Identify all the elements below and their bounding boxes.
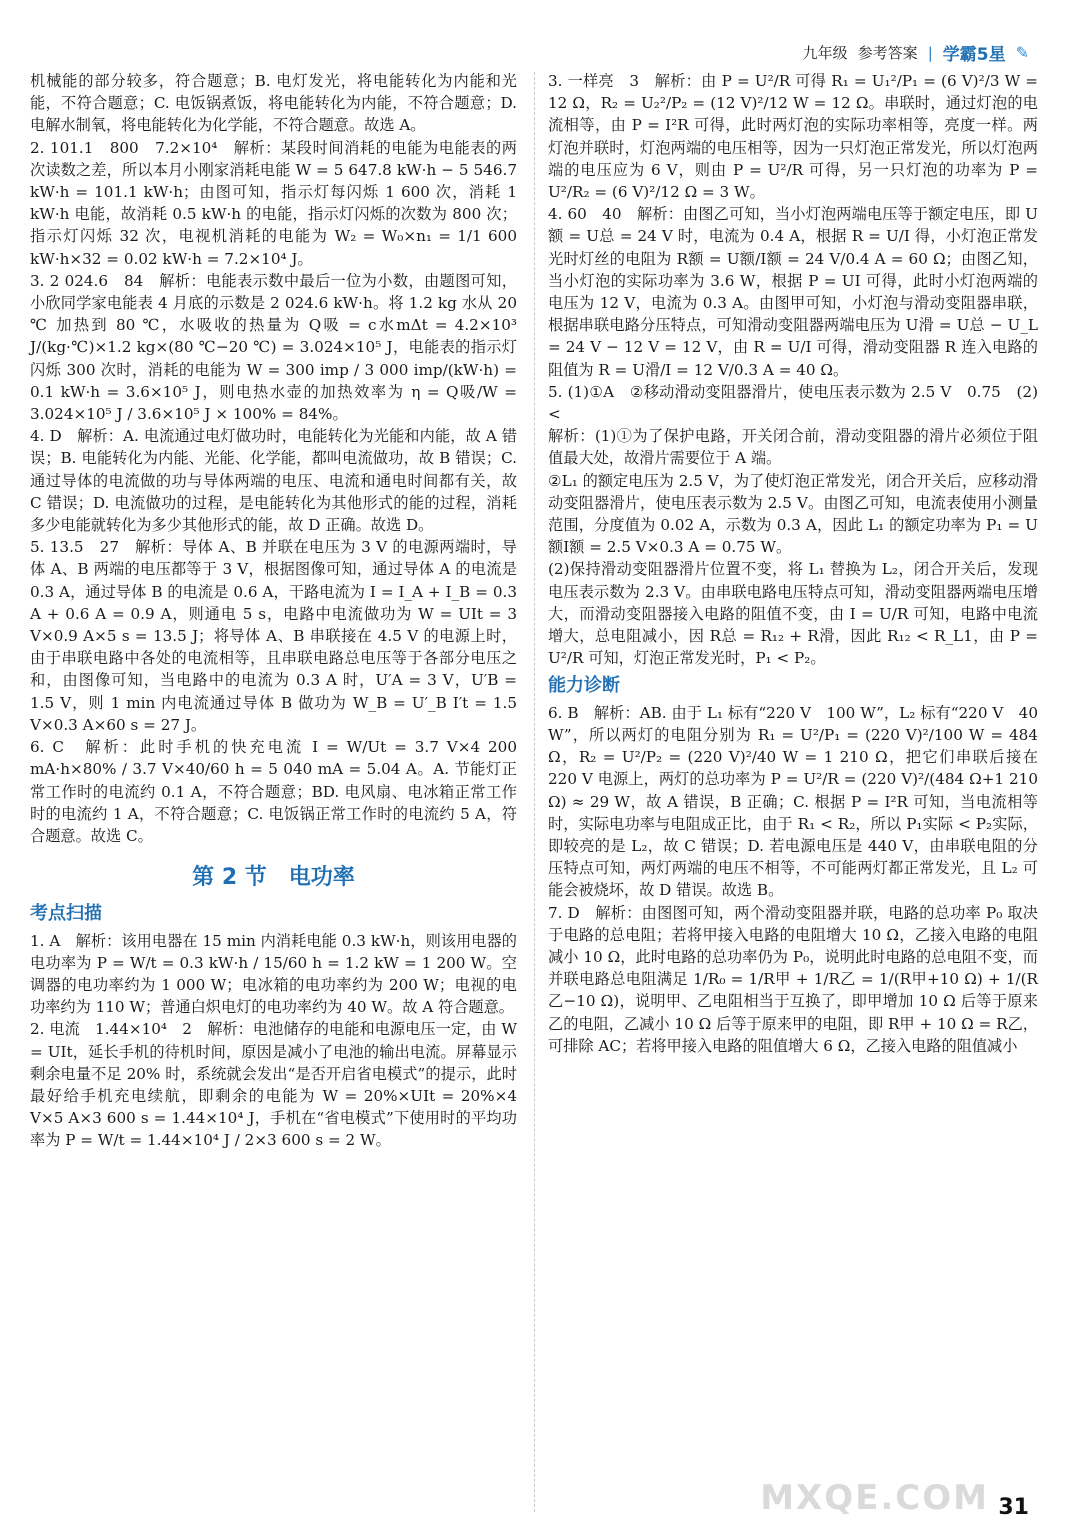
- right-column: [548, 70, 1038, 1057]
- pen-icon: ✎: [1015, 43, 1029, 62]
- answer-paragraph: (2)保持滑动变阻器滑片位置不变，将 L₁ 替换为 L₂，闭合开关后，发现电压表示数为 2.3 V。由串联电路电压特点可知，滑动变阻器两端电压增大，而滑动变阻器接入电路的阻值不变，由 I = U/R 可知，电路中电流增大，总电阻减小，因 R总 = R₁₂ + R滑，因此 R₁₂ < R_L1，由 P = U²/R 可知，灯泡正常发光时，P₁ < P₂。: [548, 560, 1038, 668]
- answer-paragraph: ②L₁ 的额定电压为 2.5 V，为了使灯泡正常发光，闭合开关后，应移动滑动变阻器滑片，使电压表示数为 2.5 V。由图乙可知，电流表使用小测量范围，分度值为 0.02 A，示数为 0.3 A，因此 L₁ 的额定功率为 P₁ = U额I额 = 2.5 V×0.3 A = 0.75 W。: [548, 471, 1038, 557]
- page-header: [803, 40, 1029, 65]
- answer-paragraph: 1. A 解析：该用电器在 15 min 内消耗电能 0.3 kW·h，则该用电器的电功率为 P = W/t = 0.3 kW·h / 15/60 h = 1.2 kW = 1 200 W。空调器的电功率约为 1 000 W；电冰箱的电功率约为 200 W；电视的电功率约为 110 W；普通白炽电灯的电功率约为 40 W。故 A 符合题意。: [30, 931, 517, 1017]
- answer-paragraph: 解析：(1)①为了保护电路，开关闭合前，滑动变阻器的滑片必须位于阻值最大处，故滑片需要位于 A 端。: [548, 427, 1038, 468]
- header-separator: |: [927, 43, 933, 62]
- answer-paragraph: 3. 一样亮 3 解析：由 P = U²/R 可得 R₁ = U₁²/P₁ = (6 V)²/3 W = 12 Ω，R₂ = U₂²/P₂ = (12 V)²/12 W = 12 Ω。串联时，通过灯泡的电流相等，由 P = I²R 可得，此时两灯泡的实际功率相等，亮度一样。两灯泡并联时，灯泡两端的电压相等，因为一只灯泡正常发光，所以灯泡两端的电压应为 6 V，则由 P = U²/R 可得，另一只灯泡的功率为 P = U²/R₂ = (6 V)²/12 Ω = 3 W。: [548, 72, 1038, 202]
- answer-paragraph: 7. D 解析：由图图可知，两个滑动变阻器并联，电路的总功率 P₀ 取决于电路的总电阻；若将甲接入电路的电阻增大 10 Ω，乙接入电路的电阻减小 10 Ω，此时电路的总功率仍为 P₀，说明此时电路的总电阻不变，而并联电路总电阻满足 1/R₀ = 1/R甲 + 1/R乙 = 1/(R甲+10 Ω) + 1/(R乙−10 Ω)，说明甲、乙电阻相当于互换了，即甲增加 10 Ω 后等于原来乙的电阻，乙减小 10 Ω 后等于原来甲的电阻，即 R甲 + 10 Ω = R乙，可排除 AC；若将甲接入电路的阻值增大 6 Ω，乙接入电路的阻值减小: [548, 903, 1038, 1055]
- watermark: MXQE.COM: [760, 1478, 989, 1518]
- answer-paragraph: 4. D 解析：A. 电流通过电灯做功时，电能转化为光能和内能，故 A 错误；B. 电能转化为内能、光能、化学能，都叫电流做功，故 B 错误；C. 通过导体的电流做的功与导体两端的电压、电流和通电时间都有关，故 C 错误；D. 电流做功的过程，是电能转化为其他形式的能的过程，消耗多少电能就转化为多少其他形式的能，故 D 正确。故选 D。: [30, 427, 517, 535]
- subheading: 能力诊断: [548, 675, 620, 697]
- answer-paragraph: 2. 101.1 800 7.2×10⁴ 解析：某段时间消耗的电能为电能表的两次读数之差，所以本月小刚家消耗电能 W = 5 647.8 kW·h − 5 546.7 kW·h = 101.1 kW·h；由图可知，指示灯每闪烁 1 600 次，消耗 1 kW·h 电能，故消耗 0.5 kW·h 的电能，指示灯闪烁的次数为 800 次；指示灯闪烁 32 次，电视机消耗的电能为 W₂ = W₀×n₁ = 1/1 600 kW·h×32 = 0.02 kW·h = 7.2×10⁴ J。: [30, 138, 517, 268]
- answer-paragraph: 5. (1)①A ②移动滑动变阻器滑片，使电压表示数为 2.5 V 0.75 (2)<: [548, 382, 1038, 424]
- subheading: 考点扫描: [30, 903, 102, 925]
- answer-paragraph: 6. B 解析：AB. 由于 L₁ 标有“220 V 100 W”，L₂ 标有“220 V 40 W”，所以两灯的电阻分别为 R₁ = U²/P₁ = (220 V)²/100 W = 484 Ω，R₂ = U²/P₂ = (220 V)²/40 W = 1 210 Ω，把它们串联后接在 220 V 电源上，两灯的总功率为 P = U²/R = (220 V)²/(484 Ω+1 210 Ω) ≈ 29 W，故 A 错误，B 正确；C. 根据 P = I²R 可知，当电流相等时，实际电功率与电阻成正比，由于 R₁ < R₂，所以 P₁实际 < P₂实际，即较亮的是 L₂，故 C 错误；D. 若电源电压是 440 V，由串联电阻的分压特点可知，两灯两端的电压不相等，不可能两灯都正常发光，且 L₂ 可能会被烧坏，故 D 错误。故选 B。: [548, 703, 1038, 900]
- left-column: [30, 70, 517, 1152]
- answer-paragraph: 5. 13.5 27 解析：导体 A、B 并联在电压为 3 V 的电源两端时，导体 A、B 两端的电压都等于 3 V，根据图像可知，通过导体 A 的电流是 0.3 A，通过导体 B 的电流是 0.6 A，干路电流为 I = I_A + I_B = 0.3 A + 0.6 A = 0.9 A，则通电 5 s，电路中电流做功为 W = UIt = 3 V×0.9 A×5 s = 13.5 J；将导体 A、B 串联接在 4.5 V 的电源上时，由于串联电路中各处的电流相等，且串联电路总电压等于各部分电压之和，由图像可知，当电路中的电流为 0.3 A 时，U′A = 3 V，U′B = 1.5 V，则 1 min 内电流通过导体 B 做功为 W_B = U′_B I′t = 1.5 V×0.3 A×60 s = 27 J。: [30, 538, 517, 734]
- answer-paragraph: 3. 2 024.6 84 解析：电能表示数中最后一位为小数，由题图可知，小欣同学家电能表 4 月底的示数是 2 024.6 kW·h。将 1.2 kg 水从 20 ℃ 加热到 80 ℃，水吸收的热量为 Q吸 = c水mΔt = 4.2×10³ J/(kg·℃)×1.2 kg×(80 ℃−20 ℃) = 3.024×10⁵ J，电能表的指示灯闪烁 300 次时，消耗的电能为 W = 300 imp / 3 000 imp/(kW·h) = 0.1 kW·h = 3.6×10⁵ J，则电热水壶的加热效率为 η = Q吸/W = 3.024×10⁵ J / 3.6×10⁵ J × 100% = 84%。: [30, 271, 517, 424]
- answer-paragraph: 2. 电流 1.44×10⁴ 2 解析：电池储存的电能和电源电压一定，由 W = UIt，延长手机的待机时间，原因是减小了电池的输出电流。屏幕显示剩余电量不足 20% 时，系统就会发出“是否开启省电模式”的提示，此时最好给手机充电续航，即剩余的电能为 W = 20%×UIt = 20%×4 V×5 A×3 600 s = 1.44×10⁴ J，手机在“省电模式”下使用时的平均功率为 P = W/t = 1.44×10⁴ J / 2×3 600 s = 2 W。: [30, 1020, 517, 1150]
- column-divider: [534, 72, 535, 1512]
- page-number: 31: [998, 1495, 1029, 1520]
- answer-paragraph: 6. C 解析：此时手机的快充电流 I = W/Ut = 3.7 V×4 200 mA·h×80% / 3.7 V×40/60 h = 5 040 mA = 5.04 A。A. 节能灯正常工作时的电流约 0.1 A，不符合题意；BD. 电风扇、电冰箱正常工作时的电流约 1 A，不符合题意；C. 电饭锅正常工作时的电流约 5 A，符合题意。故选 C。: [30, 738, 517, 845]
- section-title: 第 2 节 电功率: [192, 865, 355, 891]
- answer-paragraph: 机械能的部分较多，符合题意；B. 电灯发光，将电能转化为内能和光能，不符合题意；C. 电饭锅煮饭，将电能转化为内能，不符合题意；D. 电解水制氧，将电能转化为化学能，不符合题意。故选 A。: [30, 72, 517, 135]
- brand-logo: 学霸5星: [942, 45, 1006, 65]
- grade-label: 九年级: [802, 44, 848, 62]
- section-label: 参考答案: [857, 44, 918, 62]
- answer-paragraph: 4. 60 40 解析：由图乙可知，当小灯泡两端电压等于额定电压，即 U额 = U总 = 24 V 时，电流为 0.4 A，根据 R = U/I 得，小灯泡正常发光时灯丝的电阻为 R额 = U额/I额 = 24 V/0.4 A = 60 Ω；由图乙知，当小灯泡的实际功率为 3.6 W，根据 P = UI 可得，此时小灯泡两端的电压为 12 V，电流为 0.3 A。由图甲可知，小灯泡与滑动变阻器串联，根据串联电路分压特点，可知滑动变阻器两端电压为 U滑 = U总 − U_L = 24 V − 12 V = 12 V，由 R = U/I 可得，滑动变阻器 R 连入电路的阻值为 R = U滑/I = 12 V/0.3 A = 40 Ω。: [548, 205, 1038, 379]
